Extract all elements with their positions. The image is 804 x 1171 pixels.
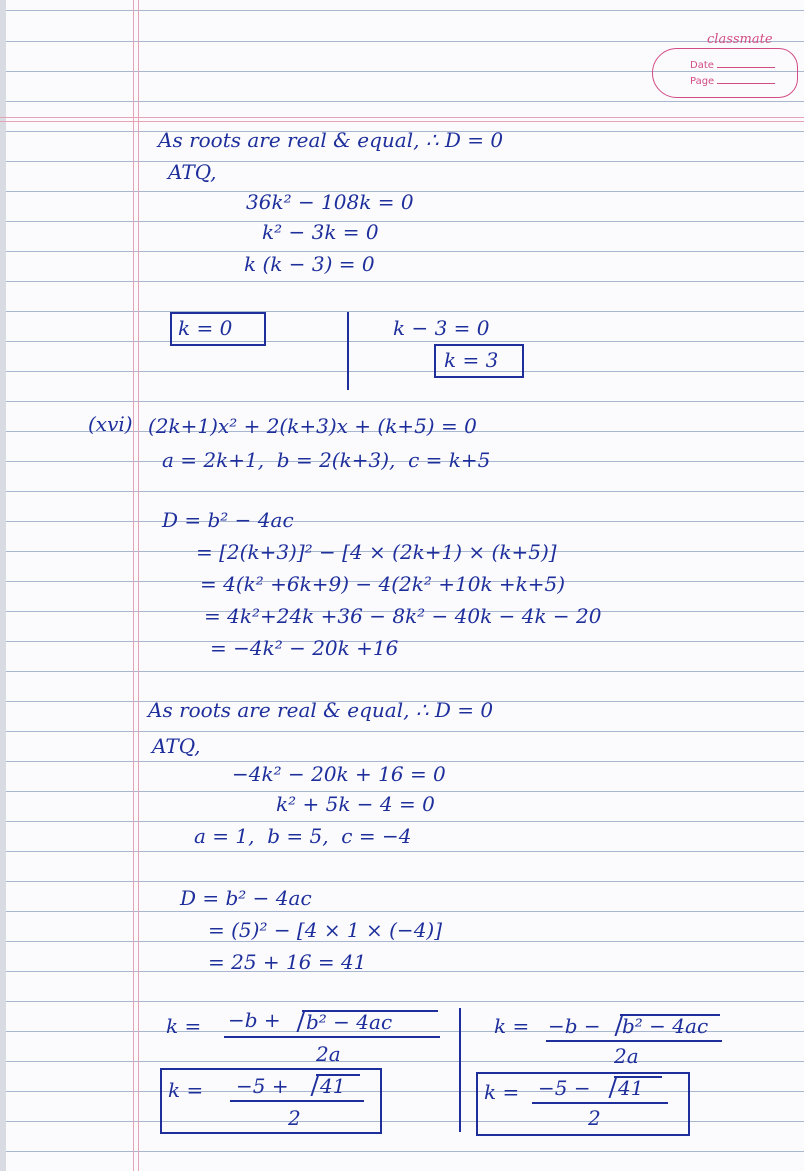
fraction-bar	[224, 1036, 440, 1038]
question-number: (xvi)	[88, 412, 133, 436]
answer-denominator: 2	[288, 1106, 301, 1130]
column-divider	[347, 312, 349, 390]
discriminant-formula: D = b² − 4ac	[180, 886, 312, 910]
formula-numerator: −b −	[548, 1014, 601, 1038]
margin-line	[133, 0, 134, 1171]
formula-radicand: b² − 4ac	[306, 1010, 393, 1034]
date-page-box	[652, 48, 798, 98]
formula-radicand: b² − 4ac	[622, 1014, 709, 1038]
formula-numerator: −b +	[228, 1008, 281, 1032]
equation-line: k² − 3k = 0	[262, 220, 379, 244]
answer-value: k = 3	[444, 348, 499, 372]
working-line: = (5)² − [4 × 1 × (−4)]	[208, 918, 443, 942]
statement-line: As roots are real & equal, ∴ D = 0	[158, 128, 504, 152]
column-divider	[459, 1008, 461, 1132]
statement-line: As roots are real & equal, ∴ D = 0	[148, 698, 494, 722]
working-line: = −4k² − 20k +16	[210, 636, 399, 660]
question-equation: (2k+1)x² + 2(k+3)x + (k+5) = 0	[148, 414, 477, 438]
working-line: = [2(k+3)]² − [4 × (2k+1) × (k+5)]	[196, 540, 557, 564]
answer-denominator: 2	[588, 1106, 601, 1130]
page-label: Page	[690, 76, 715, 87]
equation-line: −4k² − 20k + 16 = 0	[232, 762, 446, 786]
brand-stamp	[652, 28, 798, 100]
header-rule	[0, 117, 804, 118]
answer-radicand: 41	[618, 1076, 644, 1100]
answer-radicand: 41	[320, 1074, 346, 1098]
equation-line: k − 3 = 0	[393, 316, 490, 340]
atq-label: ATQ,	[152, 734, 201, 758]
formula-denominator: 2a	[614, 1044, 639, 1068]
working-line: = 4(k² +6k+9) − 4(2k² +10k +k+5)	[200, 572, 566, 596]
formula-lhs: k =	[494, 1014, 530, 1038]
formula-denominator: 2a	[316, 1042, 341, 1066]
date-label: Date	[690, 60, 714, 71]
formula-lhs: k =	[166, 1014, 202, 1038]
header-rule	[0, 121, 804, 122]
date-field	[690, 60, 775, 71]
answer-numerator: −5 −	[538, 1076, 591, 1100]
working-line: = 4k²+24k +36 − 8k² − 40k − 4k − 20	[204, 604, 602, 628]
page-edge	[0, 0, 6, 1171]
working-line: = 25 + 16 = 41	[208, 950, 367, 974]
equation-line: k (k − 3) = 0	[244, 252, 375, 276]
answer-lhs: k =	[484, 1080, 520, 1104]
answer-lhs: k =	[168, 1078, 204, 1102]
margin-line	[138, 0, 139, 1171]
coefficient-line: a = 1, b = 5, c = −4	[194, 824, 412, 848]
atq-label: ATQ,	[168, 160, 217, 184]
coefficient-line: a = 2k+1, b = 2(k+3), c = k+5	[162, 448, 491, 472]
equation-line: k² + 5k − 4 = 0	[276, 792, 435, 816]
brand-logo: classmate	[707, 32, 773, 47]
answer-value: k = 0	[178, 316, 233, 340]
fraction-bar	[230, 1100, 364, 1102]
page-field	[690, 76, 775, 87]
answer-numerator: −5 +	[236, 1074, 289, 1098]
discriminant-formula: D = b² − 4ac	[162, 508, 294, 532]
equation-line: 36k² − 108k = 0	[246, 190, 414, 214]
fraction-bar	[532, 1102, 668, 1104]
fraction-bar	[546, 1040, 722, 1042]
